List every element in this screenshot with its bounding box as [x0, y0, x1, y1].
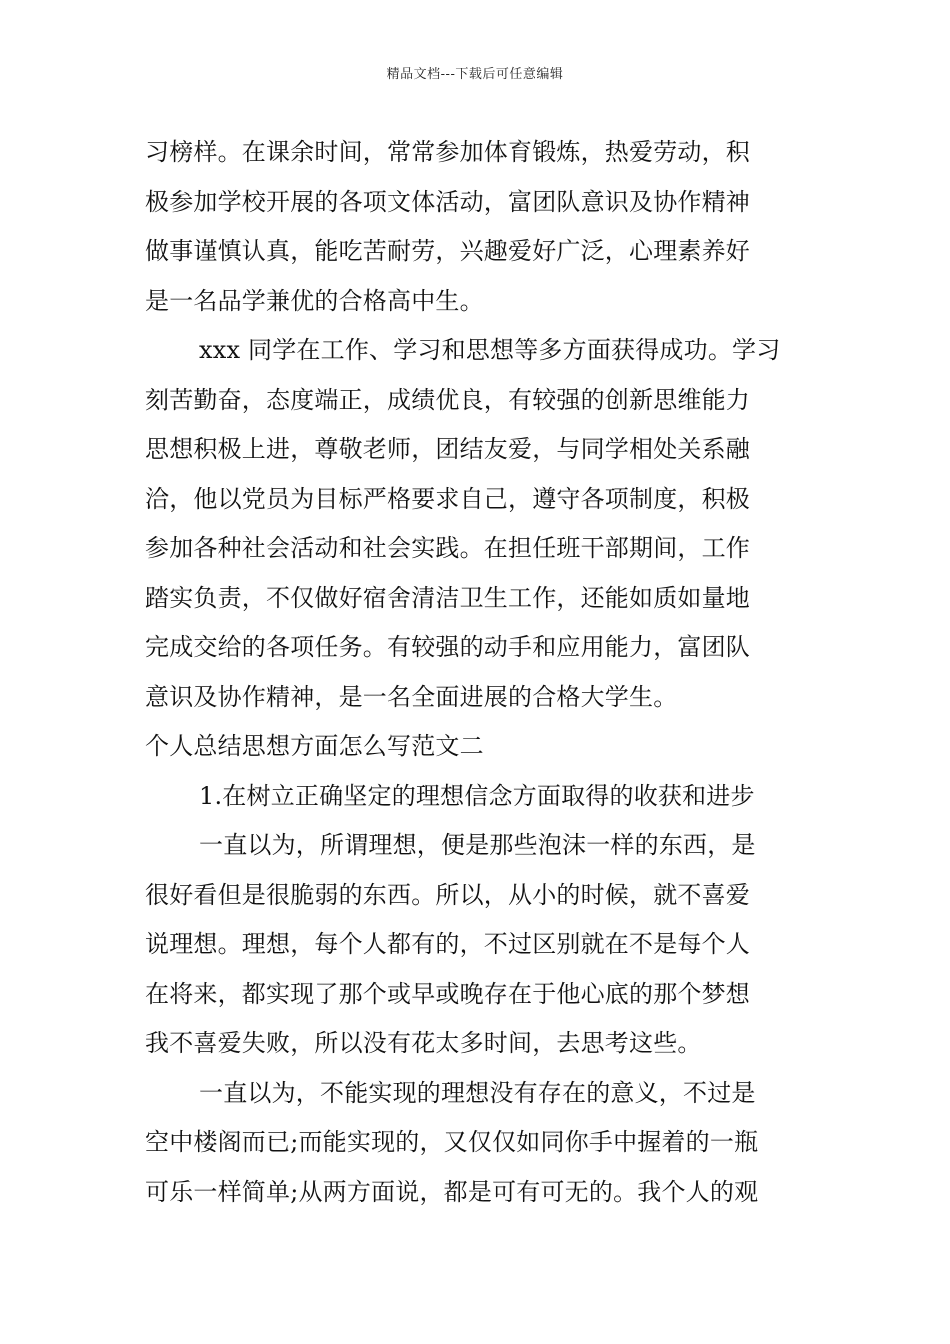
text-line: 做事谨慎认真，能吃苦耐劳，兴趣爱好广泛，心理素养好 — [145, 237, 750, 265]
text-line: 思想积极上进，尊敬老师，团结友爱，与同学相处关系融 — [145, 435, 750, 463]
text-line: 踏实负责，不仅做好宿舍清洁卫生工作，还能如质如量地 — [145, 583, 750, 612]
text-line: 一直以为，不能实现的理想没有存在的意义，不过是 — [199, 1078, 756, 1107]
text-line: 洽，他以党员为目标严格要求自己，遵守各项制度，积极 — [145, 484, 750, 513]
section-heading: 个人总结思想方面怎么写范文二 — [145, 732, 484, 760]
text-line: 习榜样。在课余时间，常常参加体育锻炼，热爱劳动，积 — [145, 138, 750, 166]
document-body — [145, 128, 810, 1217]
text-line: 空中楼阁而已;而能实现的，又仅仅如同你手中握着的一瓶 — [145, 1128, 759, 1156]
text-line: 说理想。理想，每个人都有的，不过区别就在不是每个人 — [145, 930, 750, 958]
text-line: 在将来，都实现了那个或早或晚存在于他心底的那个梦想 — [145, 979, 750, 1008]
text-line: 可乐一样简单;从两方面说，都是可有可无的。我个人的观 — [145, 1177, 759, 1206]
text-line: 参加各种社会活动和社会实践。在担任班干部期间，工作 — [145, 534, 750, 562]
text-line: 刻苦勤奋，态度端正，成绩优良，有较强的创新思维能力 — [145, 385, 750, 414]
text-line: 我不喜爱失败，所以没有花太多时间，去思考这些。 — [145, 1029, 702, 1057]
text-line: xxx 同学在工作、学习和思想等多方面获得成功。学习 — [199, 336, 781, 364]
text-line: 意识及协作精神，是一名全面进展的合格大学生。 — [145, 682, 678, 711]
subsection-heading: 1.在树立正确坚定的理想信念方面取得的收获和进步 — [199, 781, 755, 810]
text-line: 极参加学校开展的各项文体活动，富团队意识及协作精神 — [145, 187, 750, 216]
text-line: 是一名品学兼优的合格高中生。 — [145, 286, 484, 315]
text-line: 一直以为，所谓理想，便是那些泡沫一样的东西，是 — [199, 831, 756, 859]
page-header: 精品文档---下载后可任意编辑 — [386, 67, 564, 82]
text-line: 完成交给的各项任务。有较强的动手和应用能力，富团队 — [145, 633, 750, 661]
text-line: 很好看但是很脆弱的东西。所以，从小的时候，就不喜爱 — [145, 880, 750, 909]
